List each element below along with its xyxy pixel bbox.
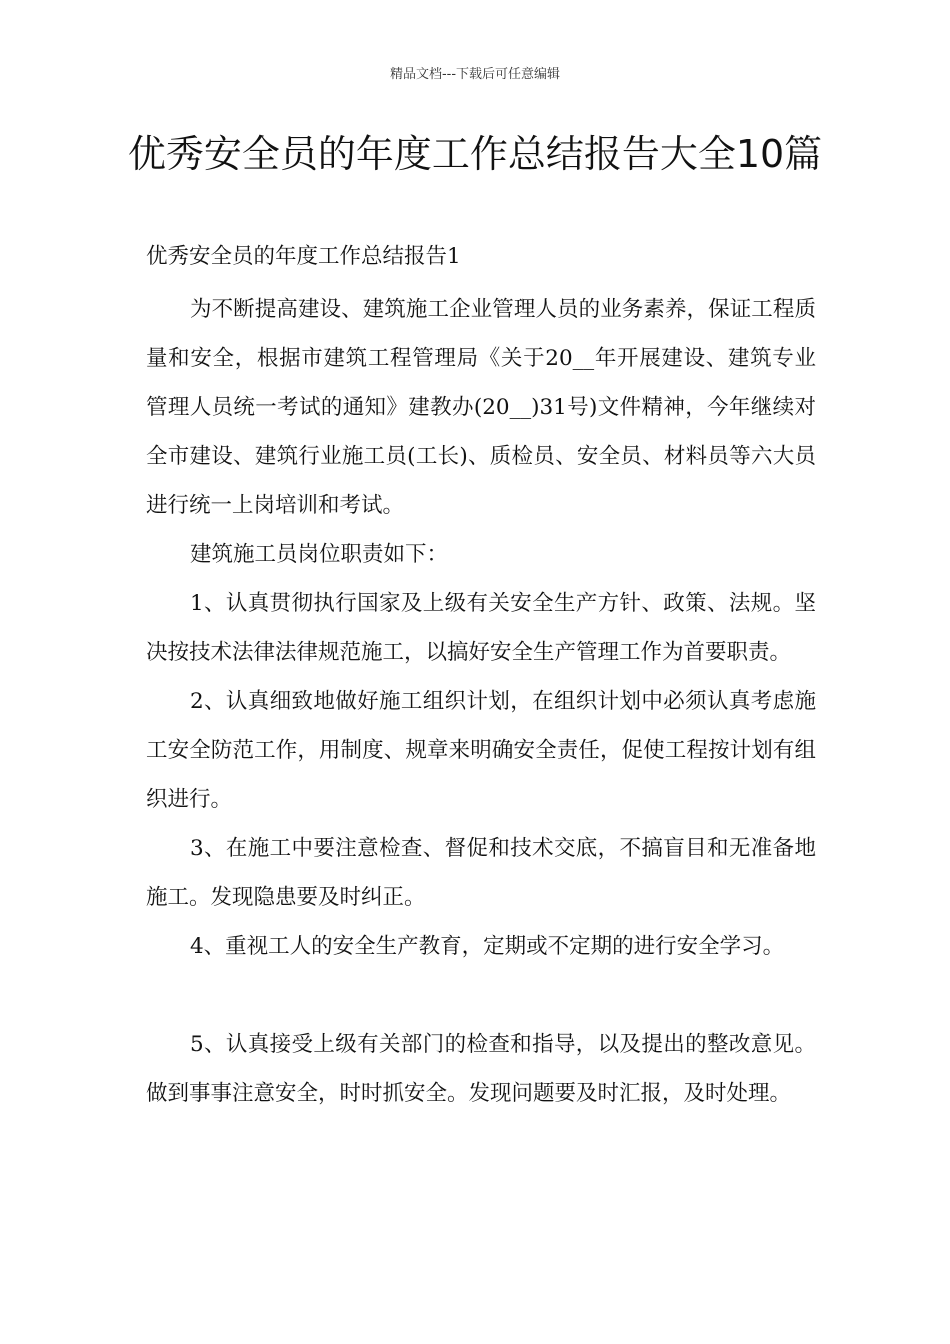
paragraph-intro: 为不断提高建设、建筑施工企业管理人员的业务素养，保证工程质量和安全，根据市建筑工程管理局《关于20__年开展建设、建筑专业管理人员统一考试的通知》建教办(20__)31号)文件精神，今年继续对全市建设、建筑行业施工员(工长)、质检员、安全员、材料员等六大员进行统一上岗培训和考试。 [146, 297, 816, 518]
section-subtitle: 优秀安全员的年度工作总结报告1 [146, 244, 461, 269]
paragraph-duties-heading: 建筑施工员岗位职责如下： [190, 542, 449, 567]
paragraph-duty-1: 1、认真贯彻执行国家及上级有关安全生产方针、政策、法规。坚决按技术法律法律规范施工，以搞好安全生产管理工作为首要职责。 [146, 591, 816, 665]
document-title: 优秀安全员的年度工作总结报告大全10篇 [127, 132, 823, 176]
paragraph-duty-3: 3、在施工中要注意检查、督促和技术交底，不搞盲目和无准备地施工。发现隐患要及时纠正。 [146, 836, 816, 910]
header-note: 精品文档---下载后可任意编辑 [389, 67, 561, 82]
paragraph-duty-2: 2、认真细致地做好施工组织计划，在组织计划中必须认真考虑施工安全防范工作，用制度、规章来明确安全责任，促使工程按计划有组织进行。 [146, 689, 816, 812]
paragraph-duty-4: 4、重视工人的安全生产教育，定期或不定期的进行安全学习。 [190, 934, 785, 959]
document-body [146, 232, 816, 1118]
paragraph-duty-5: 5、认真接受上级有关部门的检查和指导，以及提出的整改意见。做到事事注意安全，时时抓安全。发现问题要及时汇报，及时处理。 [146, 1032, 816, 1106]
